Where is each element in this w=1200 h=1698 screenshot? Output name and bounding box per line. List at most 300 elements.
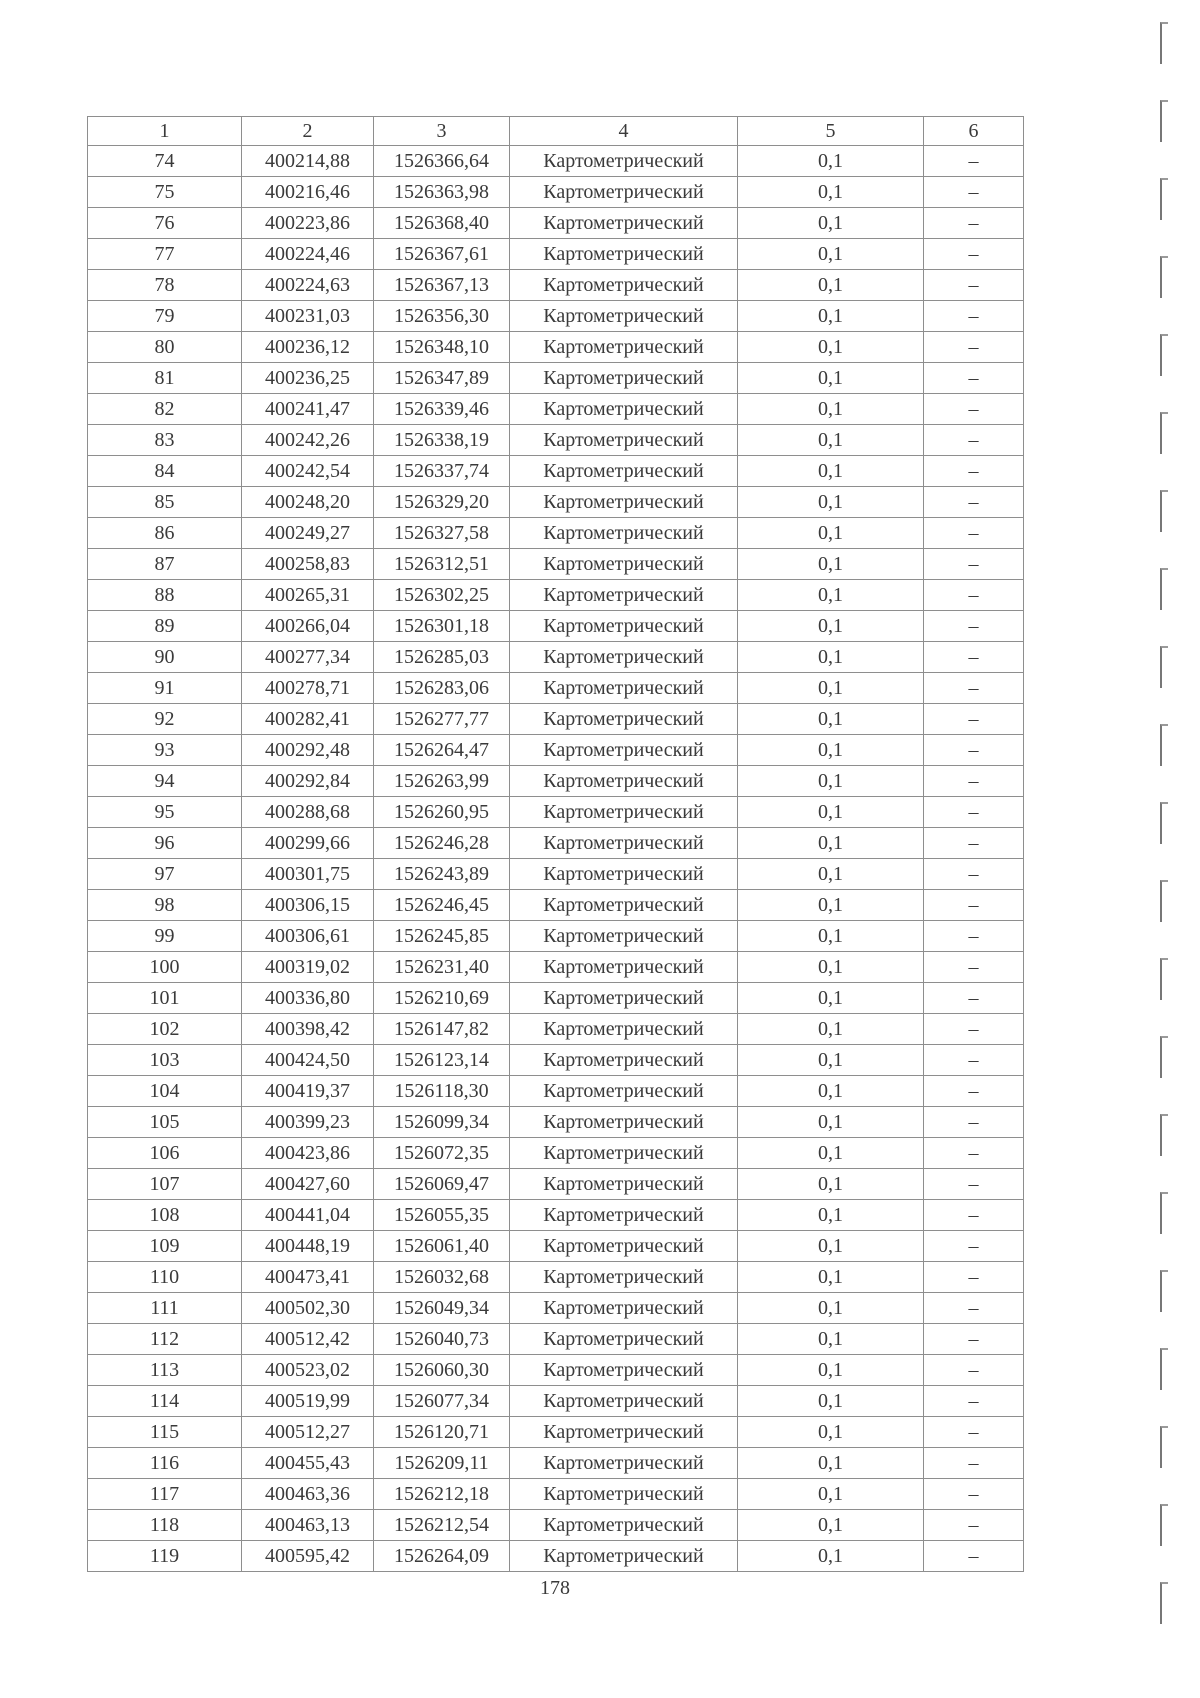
table-row [88, 146, 1024, 177]
table-row [88, 1541, 1024, 1572]
table-cell: 0,1 [738, 146, 924, 177]
table-cell: – [924, 1541, 1024, 1572]
table-cell: 0,1 [738, 1107, 924, 1138]
column-header: 2 [242, 117, 374, 146]
table-cell: Картометрический [510, 363, 738, 394]
table-cell: Картометрический [510, 704, 738, 735]
table-cell: 1526209,11 [374, 1448, 510, 1479]
table-row [88, 518, 1024, 549]
table-row [88, 1510, 1024, 1541]
table-cell: 111 [88, 1293, 242, 1324]
column-header: 3 [374, 117, 510, 146]
binding-mark [1160, 412, 1168, 454]
table-cell: – [924, 983, 1024, 1014]
table-cell: 0,1 [738, 859, 924, 890]
table-cell: 0,1 [738, 363, 924, 394]
table-cell: 0,1 [738, 890, 924, 921]
table-cell: – [924, 1138, 1024, 1169]
table-row [88, 797, 1024, 828]
table-cell: 400292,48 [242, 735, 374, 766]
table-cell: – [924, 177, 1024, 208]
binding-mark [1160, 1036, 1168, 1078]
table-row [88, 1479, 1024, 1510]
table-row [88, 859, 1024, 890]
table-cell: 112 [88, 1324, 242, 1355]
table-cell: 0,1 [738, 1231, 924, 1262]
table-cell: – [924, 1448, 1024, 1479]
table-cell: 1526069,47 [374, 1169, 510, 1200]
table-cell: 92 [88, 704, 242, 735]
table-cell: 400336,80 [242, 983, 374, 1014]
table-cell: 0,1 [738, 766, 924, 797]
table-cell: 1526077,34 [374, 1386, 510, 1417]
table-cell: – [924, 611, 1024, 642]
table-cell: Картометрический [510, 1324, 738, 1355]
table-cell: 97 [88, 859, 242, 890]
table-cell: 0,1 [738, 270, 924, 301]
table-cell: 1526363,98 [374, 177, 510, 208]
table-row [88, 301, 1024, 332]
table-cell: 400224,46 [242, 239, 374, 270]
table-cell: 400463,13 [242, 1510, 374, 1541]
table-header [88, 117, 1024, 146]
table-cell: 1526312,51 [374, 549, 510, 580]
table-cell: 1526347,89 [374, 363, 510, 394]
table-cell: 89 [88, 611, 242, 642]
table-cell: Картометрический [510, 1014, 738, 1045]
table-cell: 400299,66 [242, 828, 374, 859]
table-cell: Картометрический [510, 1293, 738, 1324]
table-cell: 0,1 [738, 487, 924, 518]
table-cell: 400265,31 [242, 580, 374, 611]
table-cell: 103 [88, 1045, 242, 1076]
table-cell: 400231,03 [242, 301, 374, 332]
table-cell: 106 [88, 1138, 242, 1169]
table-cell: 88 [88, 580, 242, 611]
table-cell: Картометрический [510, 1448, 738, 1479]
table-cell: 400306,15 [242, 890, 374, 921]
binding-mark [1160, 1114, 1168, 1156]
table-cell: 400214,88 [242, 146, 374, 177]
table-cell: 400398,42 [242, 1014, 374, 1045]
table-cell: – [924, 766, 1024, 797]
table-cell: Картометрический [510, 177, 738, 208]
table-cell: 95 [88, 797, 242, 828]
binding-mark [1160, 646, 1168, 688]
table-row [88, 363, 1024, 394]
table-row [88, 1107, 1024, 1138]
table-cell: 99 [88, 921, 242, 952]
table-cell: 0,1 [738, 394, 924, 425]
table-cell: 0,1 [738, 983, 924, 1014]
table-cell: Картометрический [510, 332, 738, 363]
table-cell: – [924, 270, 1024, 301]
table-cell: – [924, 456, 1024, 487]
table-cell: – [924, 797, 1024, 828]
table-cell: 1526099,34 [374, 1107, 510, 1138]
table-cell: – [924, 208, 1024, 239]
table-cell: 76 [88, 208, 242, 239]
table-cell: Картометрический [510, 735, 738, 766]
table-row [88, 1200, 1024, 1231]
table-cell: 1526264,09 [374, 1541, 510, 1572]
table-cell: Картометрический [510, 487, 738, 518]
table-cell: 1526264,47 [374, 735, 510, 766]
table-cell: Картометрический [510, 549, 738, 580]
table-cell: 1526337,74 [374, 456, 510, 487]
table-cell: 400249,27 [242, 518, 374, 549]
binding-mark [1160, 100, 1168, 142]
table-cell: 400301,75 [242, 859, 374, 890]
table-cell: 1526327,58 [374, 518, 510, 549]
table-cell: 1526338,19 [374, 425, 510, 456]
table-cell: Картометрический [510, 270, 738, 301]
table-cell: 400455,43 [242, 1448, 374, 1479]
table-row [88, 270, 1024, 301]
table-cell: 1526263,99 [374, 766, 510, 797]
table-cell: 0,1 [738, 518, 924, 549]
table-cell: 1526061,40 [374, 1231, 510, 1262]
table-cell: 0,1 [738, 1262, 924, 1293]
table-cell: 0,1 [738, 1324, 924, 1355]
table-cell: 0,1 [738, 1479, 924, 1510]
table-cell: 1526060,30 [374, 1355, 510, 1386]
table-cell: – [924, 1231, 1024, 1262]
table-cell: – [924, 1169, 1024, 1200]
table-cell: 400523,02 [242, 1355, 374, 1386]
table-row [88, 673, 1024, 704]
table-cell: 98 [88, 890, 242, 921]
table-cell: Картометрический [510, 828, 738, 859]
table-row [88, 1448, 1024, 1479]
table-row [88, 1293, 1024, 1324]
table-cell: 82 [88, 394, 242, 425]
table-cell: Картометрический [510, 1107, 738, 1138]
table-cell: 400512,42 [242, 1324, 374, 1355]
table-cell: Картометрический [510, 1510, 738, 1541]
table-cell: 1526212,54 [374, 1510, 510, 1541]
table-cell: 1526285,03 [374, 642, 510, 673]
table-row [88, 425, 1024, 456]
binding-mark [1160, 22, 1168, 64]
table-row [88, 580, 1024, 611]
table-cell: 0,1 [738, 1386, 924, 1417]
table-cell: 400224,63 [242, 270, 374, 301]
header-row [88, 117, 1024, 146]
column-header: 6 [924, 117, 1024, 146]
table-row [88, 1355, 1024, 1386]
table-cell: Картометрический [510, 921, 738, 952]
table-cell: 85 [88, 487, 242, 518]
table-row [88, 1386, 1024, 1417]
table-row [88, 735, 1024, 766]
table-cell: 101 [88, 983, 242, 1014]
table-cell: 81 [88, 363, 242, 394]
table-row [88, 239, 1024, 270]
column-header: 5 [738, 117, 924, 146]
table-cell: 1526301,18 [374, 611, 510, 642]
table-cell: 0,1 [738, 673, 924, 704]
table-cell: 83 [88, 425, 242, 456]
binding-mark [1160, 178, 1168, 220]
table-cell: 400292,84 [242, 766, 374, 797]
table-row [88, 1014, 1024, 1045]
table-cell: 0,1 [738, 1045, 924, 1076]
table-row [88, 766, 1024, 797]
table-cell: 0,1 [738, 1448, 924, 1479]
table-cell: – [924, 828, 1024, 859]
table-cell: Картометрический [510, 1417, 738, 1448]
table-cell: 0,1 [738, 704, 924, 735]
table-cell: 400319,02 [242, 952, 374, 983]
table-cell: 108 [88, 1200, 242, 1231]
table-cell: 400473,41 [242, 1262, 374, 1293]
table-cell: 400463,36 [242, 1479, 374, 1510]
table-row [88, 704, 1024, 735]
table-cell: Картометрический [510, 611, 738, 642]
table-cell: – [924, 890, 1024, 921]
table-cell: – [924, 518, 1024, 549]
table-cell: 1526366,64 [374, 146, 510, 177]
table-cell: – [924, 952, 1024, 983]
table-cell: 102 [88, 1014, 242, 1045]
table-cell: Картометрический [510, 642, 738, 673]
table-cell: – [924, 394, 1024, 425]
table-cell: 0,1 [738, 1076, 924, 1107]
table-cell: – [924, 642, 1024, 673]
table-cell: 0,1 [738, 301, 924, 332]
table-cell: 400278,71 [242, 673, 374, 704]
table-cell: 400595,42 [242, 1541, 374, 1572]
table-cell: 1526367,13 [374, 270, 510, 301]
table-cell: 79 [88, 301, 242, 332]
table-cell: – [924, 146, 1024, 177]
table-cell: 77 [88, 239, 242, 270]
table-cell: 0,1 [738, 1355, 924, 1386]
binding-mark [1160, 802, 1168, 844]
table-cell: Картометрический [510, 208, 738, 239]
table-cell: – [924, 1386, 1024, 1417]
table-cell: 1526231,40 [374, 952, 510, 983]
table-cell: 96 [88, 828, 242, 859]
table-cell: 75 [88, 177, 242, 208]
binding-mark [1160, 1270, 1168, 1312]
table-cell: – [924, 1107, 1024, 1138]
binding-mark [1160, 724, 1168, 766]
table-cell: 400236,12 [242, 332, 374, 363]
table-cell: Картометрический [510, 1479, 738, 1510]
binding-mark [1160, 334, 1168, 376]
table-cell: – [924, 1045, 1024, 1076]
table-cell: 80 [88, 332, 242, 363]
table-cell: 1526032,68 [374, 1262, 510, 1293]
binding-mark [1160, 1504, 1168, 1546]
binding-mark [1160, 490, 1168, 532]
table-cell: 0,1 [738, 1200, 924, 1231]
binding-mark [1160, 1582, 1168, 1624]
table-cell: 400277,34 [242, 642, 374, 673]
page-number: 178 [540, 1577, 570, 1599]
table-cell: 400236,25 [242, 363, 374, 394]
table-cell: 0,1 [738, 642, 924, 673]
table-row [88, 456, 1024, 487]
table-cell: Картометрический [510, 425, 738, 456]
table-cell: 74 [88, 146, 242, 177]
table-cell: 0,1 [738, 1138, 924, 1169]
table-cell: – [924, 1200, 1024, 1231]
table-row [88, 549, 1024, 580]
table-cell: 400282,41 [242, 704, 374, 735]
table-cell: 1526123,14 [374, 1045, 510, 1076]
table-cell: 0,1 [738, 1169, 924, 1200]
table-cell: – [924, 239, 1024, 270]
table-cell: Картометрический [510, 1541, 738, 1572]
table-cell: 114 [88, 1386, 242, 1417]
table-cell: 1526055,35 [374, 1200, 510, 1231]
table-cell: – [924, 1014, 1024, 1045]
binding-mark [1160, 1192, 1168, 1234]
binding-mark [1160, 880, 1168, 922]
table-cell: 400423,86 [242, 1138, 374, 1169]
table-cell: Картометрический [510, 146, 738, 177]
table-cell: Картометрический [510, 890, 738, 921]
table-cell: 400519,99 [242, 1386, 374, 1417]
table-cell: – [924, 580, 1024, 611]
table-cell: 1526210,69 [374, 983, 510, 1014]
table-cell: 1526120,71 [374, 1417, 510, 1448]
table-cell: 400512,27 [242, 1417, 374, 1448]
table-cell: 0,1 [738, 1417, 924, 1448]
table-cell: 1526367,61 [374, 239, 510, 270]
table-cell: 119 [88, 1541, 242, 1572]
table-cell: 113 [88, 1355, 242, 1386]
table-cell: 1526283,06 [374, 673, 510, 704]
table-cell: 105 [88, 1107, 242, 1138]
table-cell: 0,1 [738, 239, 924, 270]
table-cell: 0,1 [738, 425, 924, 456]
table-row [88, 1324, 1024, 1355]
table-cell: 1526277,77 [374, 704, 510, 735]
table-cell: 1526049,34 [374, 1293, 510, 1324]
table-cell: 84 [88, 456, 242, 487]
table-cell: – [924, 1324, 1024, 1355]
table-cell: Картометрический [510, 1355, 738, 1386]
table-row [88, 487, 1024, 518]
table-cell: 1526212,18 [374, 1479, 510, 1510]
table-cell: Картометрический [510, 1045, 738, 1076]
table-row [88, 983, 1024, 1014]
table-cell: 91 [88, 673, 242, 704]
table-cell: 400424,50 [242, 1045, 374, 1076]
table-cell: 78 [88, 270, 242, 301]
table-row [88, 890, 1024, 921]
table-row [88, 1231, 1024, 1262]
table-cell: 0,1 [738, 828, 924, 859]
table-cell: 1526348,10 [374, 332, 510, 363]
binding-mark [1160, 1426, 1168, 1468]
table-cell: – [924, 1479, 1024, 1510]
table-cell: 400223,86 [242, 208, 374, 239]
table-cell: Картометрический [510, 301, 738, 332]
table-cell: 0,1 [738, 208, 924, 239]
table-cell: – [924, 859, 1024, 890]
table-cell: 0,1 [738, 1510, 924, 1541]
column-header: 1 [88, 117, 242, 146]
table-cell: – [924, 425, 1024, 456]
binding-mark [1160, 568, 1168, 610]
table-cell: 0,1 [738, 797, 924, 828]
table-cell: 400288,68 [242, 797, 374, 828]
table-cell: 116 [88, 1448, 242, 1479]
table-cell: Картометрический [510, 673, 738, 704]
table-cell: 100 [88, 952, 242, 983]
table-cell: 109 [88, 1231, 242, 1262]
table-cell: – [924, 921, 1024, 952]
table-row [88, 642, 1024, 673]
table-row [88, 952, 1024, 983]
table-row [88, 1045, 1024, 1076]
table-cell: Картометрический [510, 1200, 738, 1231]
table-cell: 93 [88, 735, 242, 766]
table-cell: – [924, 1417, 1024, 1448]
table-cell: 0,1 [738, 1541, 924, 1572]
table-cell: 1526368,40 [374, 208, 510, 239]
table-cell: 0,1 [738, 1293, 924, 1324]
table-cell: Картометрический [510, 766, 738, 797]
table-cell: Картометрический [510, 1386, 738, 1417]
table-cell: – [924, 332, 1024, 363]
table-row [88, 177, 1024, 208]
table-cell: 118 [88, 1510, 242, 1541]
table-row [88, 332, 1024, 363]
table-cell: 0,1 [738, 1014, 924, 1045]
table-cell: 1526118,30 [374, 1076, 510, 1107]
table-row [88, 208, 1024, 239]
table-cell: 400502,30 [242, 1293, 374, 1324]
table-cell: 1526147,82 [374, 1014, 510, 1045]
table-cell: 1526040,73 [374, 1324, 510, 1355]
table-body [88, 146, 1024, 1572]
table-cell: – [924, 549, 1024, 580]
table-row [88, 1169, 1024, 1200]
table-cell: 400248,20 [242, 487, 374, 518]
table-cell: 87 [88, 549, 242, 580]
table-cell: Картометрический [510, 1231, 738, 1262]
table-cell: 400448,19 [242, 1231, 374, 1262]
table-cell: 400216,46 [242, 177, 374, 208]
column-header: 4 [510, 117, 738, 146]
table-cell: 400441,04 [242, 1200, 374, 1231]
table-cell: 0,1 [738, 921, 924, 952]
table-cell: 104 [88, 1076, 242, 1107]
table-cell: 400399,23 [242, 1107, 374, 1138]
binding-mark [1160, 1348, 1168, 1390]
table-cell: 400427,60 [242, 1169, 374, 1200]
table-cell: 400266,04 [242, 611, 374, 642]
table-cell: 1526246,28 [374, 828, 510, 859]
table-cell: Картометрический [510, 1169, 738, 1200]
table-row [88, 1417, 1024, 1448]
table-cell: 1526246,45 [374, 890, 510, 921]
table-cell: 0,1 [738, 456, 924, 487]
table-cell: Картометрический [510, 1076, 738, 1107]
table-cell: Картометрический [510, 239, 738, 270]
table-cell: Картометрический [510, 518, 738, 549]
table-cell: 0,1 [738, 952, 924, 983]
table-cell: 400242,54 [242, 456, 374, 487]
table-cell: – [924, 487, 1024, 518]
table-row [88, 921, 1024, 952]
